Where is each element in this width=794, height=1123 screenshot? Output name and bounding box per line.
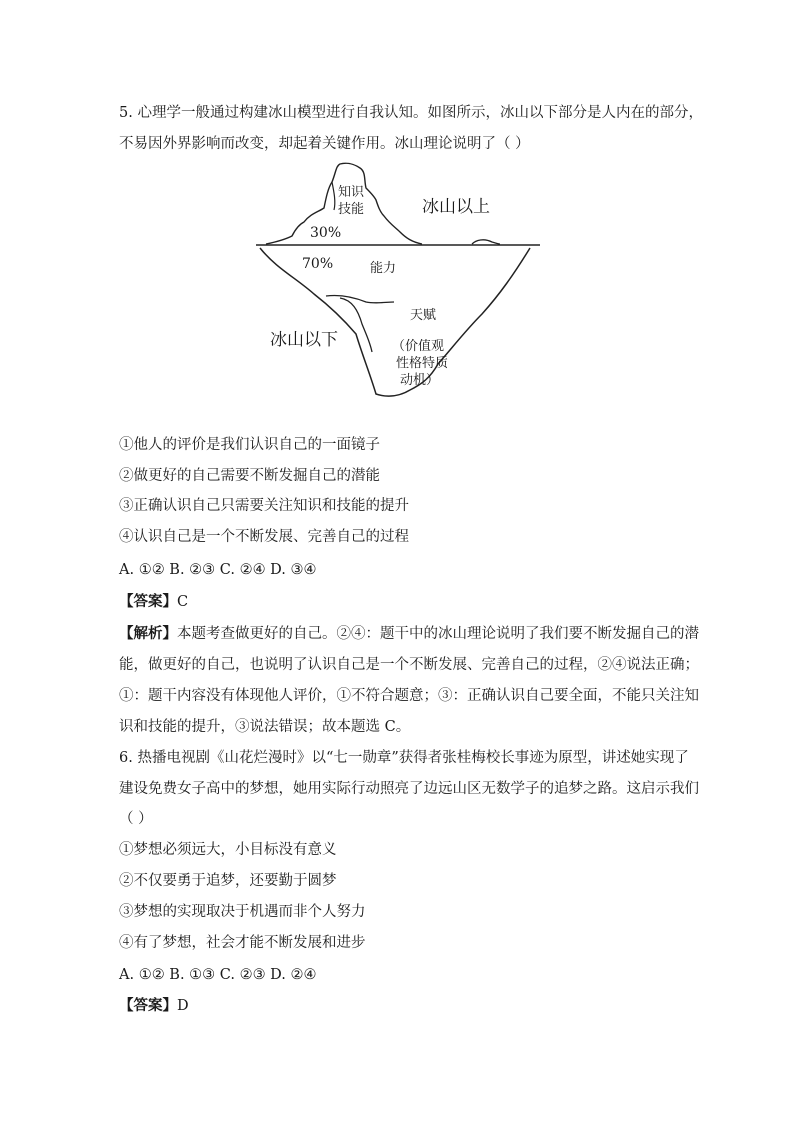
label-percent-below: 70% — [302, 256, 334, 272]
label-skills: 技能 — [338, 202, 365, 217]
q6-option-2: ②不仅要勇于追梦，还要勤于圆梦 — [119, 873, 337, 889]
iceberg-tip-ridge — [332, 182, 335, 210]
q5-answer — [119, 592, 188, 612]
label-below-water: 冰山以下 — [270, 330, 338, 350]
ability-line — [326, 295, 394, 302]
q5-analysis-text-1: 本题考查做更好的自己。②④：题干中的冰山理论说明了我们要不断发掘自己的潜 — [177, 626, 699, 642]
q6-answer — [119, 996, 189, 1016]
q6-stem-line-3: （ ） — [119, 811, 153, 827]
q6-answer-tag: 【答案】 — [119, 997, 177, 1014]
iceberg-floating-piece — [472, 240, 500, 244]
q5-option-1: ①他人的评价是我们认识自己的一面镜子 — [119, 437, 380, 453]
q5-stem-line-1: 5. 心理学一般通过构建冰山模型进行自我认知。如图所示，冰山以下部分是人内在的部分， — [119, 105, 703, 121]
label-values-line-2: 性格特质 — [396, 356, 449, 371]
q6-answer-value: D — [177, 998, 189, 1014]
q5-option-2: ②做更好的自己需要不断发掘自己的潜能 — [119, 468, 380, 484]
q5-option-3: ③正确认识自己只需要关注知识和技能的提升 — [119, 498, 409, 514]
q5-choices: A. ①② B. ②③ C. ②④ D. ③④ — [119, 562, 317, 578]
q5-analysis-line-1 — [119, 624, 699, 644]
label-knowledge: 知识 — [338, 185, 365, 200]
talent-curve — [340, 298, 372, 352]
q5-answer-tag: 【答案】 — [119, 593, 177, 610]
q6-stem-line-1: 6. 热播电视剧《山花烂漫时》以“七一勋章”获得者张桂梅校长事迹为原型，讲述她实现了 — [119, 750, 689, 766]
q6-choices: A. ①② B. ①③ C. ②③ D. ②④ — [119, 967, 317, 983]
q6-option-3: ③梦想的实现取决于机遇而非个人努力 — [119, 904, 366, 920]
label-talent: 天赋 — [410, 308, 437, 323]
q6-option-4: ④有了梦想，社会才能不断发展和进步 — [119, 935, 366, 951]
q5-stem-line-2: 不易因外界影响而改变，却起着关键作用。冰山理论说明了（ ） — [119, 136, 530, 152]
q5-answer-value: C — [177, 594, 189, 610]
label-values-line-3: 动机） — [400, 373, 440, 388]
q6-option-1: ①梦想必须远大，小目标没有意义 — [119, 842, 337, 858]
label-above-water: 冰山以上 — [422, 197, 490, 217]
q6-stem-line-2: 建设免费女子高中的梦想，她用实际行动照亮了边远山区无数学子的追梦之路。这启示我们 — [119, 781, 699, 797]
label-values-line-1: （价值观 — [392, 339, 445, 354]
label-percent-above: 30% — [310, 225, 342, 241]
iceberg-figure — [252, 158, 542, 408]
label-ability: 能力 — [370, 261, 397, 276]
q5-option-4: ④认识自己是一个不断发展、完善自己的过程 — [119, 529, 409, 545]
q5-analysis-line-2: 能，做更好的自己，也说明了认识自己是一个不断发展、完善自己的过程，②④说法正确； — [119, 657, 699, 673]
q5-analysis-tag: 【解析】 — [119, 625, 177, 642]
q5-analysis-line-3: ①：题干内容没有体现他人评价，①不符合题意；③：正确认识自己要全面，不能只关注知 — [119, 688, 699, 704]
q5-analysis-line-4: 识和技能的提升，③说法错误；故本题选 C。 — [119, 719, 411, 735]
